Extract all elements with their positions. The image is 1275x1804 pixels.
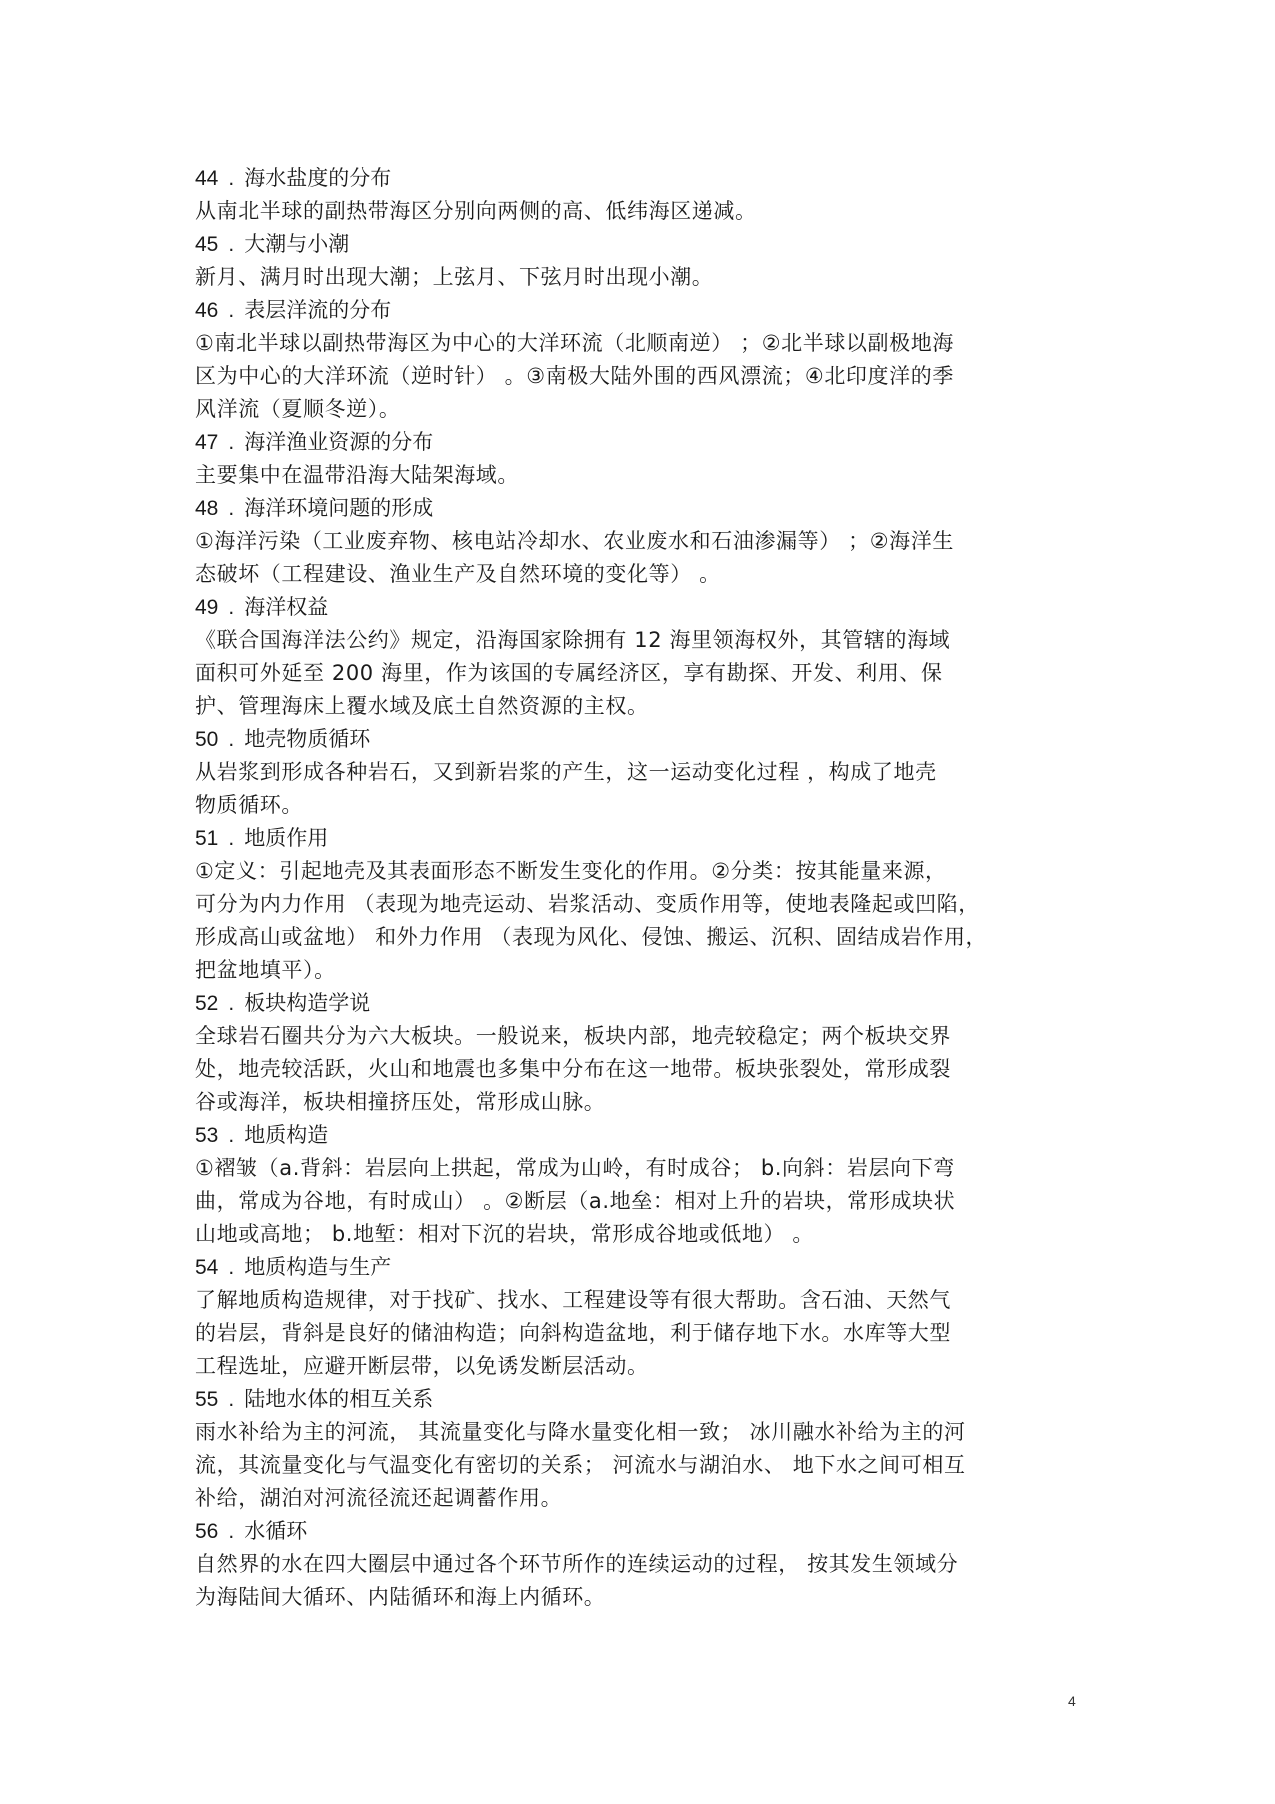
section-heading — [195, 987, 1095, 1020]
section-title: 大潮与小潮 — [244, 233, 350, 256]
body-line: 主要集中在温带沿海大陆架海域。 — [195, 463, 519, 487]
body-line: 《联合国海洋法公约》规定，沿海国家除拥有 12 海里领海权外，其管辖的海域 — [195, 628, 951, 652]
heading-separator: . — [228, 728, 235, 751]
heading-separator: . — [228, 1256, 235, 1279]
body-line: 风洋流（夏顺冬逆）。 — [195, 397, 401, 421]
body-line: 曲，常成为谷地，有时成山） 。②断层（a.地垒：相对上升的岩块，常形成块状 — [195, 1189, 956, 1213]
section-number: 52 — [195, 992, 219, 1015]
heading-separator: . — [228, 299, 235, 322]
body-line: 态破坏（工程建设、渔业生产及自然环境的变化等） 。 — [195, 562, 721, 586]
section-title: 海洋渔业资源的分布 — [244, 431, 434, 454]
body-line: ①褶皱（a.背斜：岩层向上拱起，常成为山岭，有时成谷； b.向斜：岩层向下弯 — [195, 1156, 955, 1180]
section-46 — [195, 294, 1095, 426]
page-number: 4 — [1068, 1693, 1076, 1709]
section-52 — [195, 987, 1095, 1119]
body-line: 全球岩石圈共分为六大板块。一般说来，板块内部，地壳较稳定；两个板块交界 — [195, 1024, 951, 1048]
heading-separator: . — [228, 1520, 235, 1543]
heading-separator: . — [228, 497, 235, 520]
body-line: 可分为内力作用 （表现为地壳运动、岩浆活动、变质作用等，使地表隆起或凹陷， — [195, 892, 980, 916]
section-heading — [195, 492, 1095, 525]
body-line: 护、管理海床上覆水域及底土自然资源的主权。 — [195, 694, 649, 718]
section-49 — [195, 591, 1095, 723]
document-body — [195, 162, 1095, 1614]
section-number: 45 — [195, 233, 219, 256]
section-heading — [195, 426, 1095, 459]
body-line: 从岩浆到形成各种岩石，又到新岩浆的产生，这一运动变化过程 ，构成了地壳 — [195, 760, 937, 784]
heading-separator: . — [228, 1388, 235, 1411]
body-line: 流，其流量变化与气温变化有密切的关系； 河流水与湖泊水、 地下水之间可相互 — [195, 1453, 966, 1477]
body-line: 工程选址，应避开断层带，以免诱发断层活动。 — [195, 1354, 649, 1378]
section-title: 地质构造与生产 — [244, 1256, 392, 1279]
body-line: ①海洋污染（工业废弃物、核电站冷却水、农业废水和石油渗漏等） ；②海洋生 — [195, 529, 954, 553]
body-line: 面积可外延至 200 海里，作为该国的专属经济区，享有勘探、开发、利用、保 — [195, 661, 943, 685]
section-56 — [195, 1515, 1095, 1614]
body-line: 谷或海洋，板块相撞挤压处，常形成山脉。 — [195, 1090, 606, 1114]
body-line: 雨水补给为主的河流， 其流量变化与降水量变化相一致； 冰川融水补给为主的河 — [195, 1420, 966, 1444]
section-title: 陆地水体的相互关系 — [244, 1388, 434, 1411]
section-heading — [195, 162, 1095, 195]
section-number: 48 — [195, 497, 219, 520]
section-heading — [195, 1119, 1095, 1152]
section-53 — [195, 1119, 1095, 1251]
body-line: 从南北半球的副热带海区分别向两侧的高、低纬海区递减。 — [195, 199, 757, 223]
section-number: 47 — [195, 431, 219, 454]
section-heading — [195, 1383, 1095, 1416]
section-50 — [195, 723, 1095, 822]
section-heading — [195, 723, 1095, 756]
section-heading — [195, 294, 1095, 327]
body-line: 了解地质构造规律，对于找矿、找水、工程建设等有很大帮助。含石油、天然气 — [195, 1288, 951, 1312]
heading-separator: . — [228, 1124, 235, 1147]
section-55 — [195, 1383, 1095, 1515]
section-number: 54 — [195, 1256, 219, 1279]
section-title: 地质作用 — [244, 827, 329, 850]
body-line: 形成高山或盆地） 和外力作用 （表现为风化、侵蚀、搬运、沉积、固结成岩作用， — [195, 925, 988, 949]
body-line: ①定义：引起地壳及其表面形态不断发生变化的作用。②分类：按其能量来源， — [195, 859, 947, 883]
section-number: 56 — [195, 1520, 219, 1543]
section-47 — [195, 426, 1095, 492]
section-number: 55 — [195, 1388, 219, 1411]
section-51 — [195, 822, 1095, 987]
section-number: 50 — [195, 728, 219, 751]
section-title: 水循环 — [244, 1520, 308, 1543]
heading-separator: . — [228, 167, 235, 190]
heading-separator: . — [228, 431, 235, 454]
section-number: 53 — [195, 1124, 219, 1147]
section-number: 51 — [195, 827, 219, 850]
body-line: 把盆地填平）。 — [195, 958, 336, 982]
section-54 — [195, 1251, 1095, 1383]
heading-separator: . — [228, 992, 235, 1015]
body-line: 自然界的水在四大圈层中通过各个环节所作的连续运动的过程， 按其发生领域分 — [195, 1552, 959, 1576]
body-line: 物质循环。 — [195, 793, 303, 817]
heading-separator: . — [228, 827, 235, 850]
section-heading — [195, 591, 1095, 624]
section-title: 海水盐度的分布 — [244, 167, 392, 190]
section-title: 板块构造学说 — [244, 992, 371, 1015]
section-number: 44 — [195, 167, 219, 190]
section-title: 地质构造 — [244, 1124, 329, 1147]
body-line: 为海陆间大循环、内陆循环和海上内循环。 — [195, 1585, 606, 1609]
body-line: 的岩层，背斜是良好的储油构造；向斜构造盆地，利于储存地下水。水库等大型 — [195, 1321, 951, 1345]
section-title: 地壳物质循环 — [244, 728, 371, 751]
body-line: ①南北半球以副热带海区为中心的大洋环流（北顺南逆） ；②北半球以副极地海 — [195, 331, 954, 355]
body-line: 处，地壳较活跃，火山和地震也多集中分布在这一地带。板块张裂处，常形成裂 — [195, 1057, 951, 1081]
section-44 — [195, 162, 1095, 228]
section-48 — [195, 492, 1095, 591]
section-number: 49 — [195, 596, 219, 619]
body-line: 新月、满月时出现大潮；上弦月、下弦月时出现小潮。 — [195, 265, 714, 289]
body-line: 补给，湖泊对河流径流还起调蓄作用。 — [195, 1486, 563, 1510]
section-heading — [195, 822, 1095, 855]
section-number: 46 — [195, 299, 219, 322]
section-title: 表层洋流的分布 — [244, 299, 392, 322]
section-45 — [195, 228, 1095, 294]
section-heading — [195, 1515, 1095, 1548]
heading-separator: . — [228, 596, 235, 619]
section-title: 海洋权益 — [244, 596, 329, 619]
section-title: 海洋环境问题的形成 — [244, 497, 434, 520]
section-heading — [195, 228, 1095, 261]
body-line: 山地或高地； b.地堑：相对下沉的岩块，常形成谷地或低地） 。 — [195, 1222, 814, 1246]
heading-separator: . — [228, 233, 235, 256]
body-line: 区为中心的大洋环流（逆时针） 。③南极大陆外围的西风漂流；④北印度洋的季 — [195, 364, 954, 388]
section-heading — [195, 1251, 1095, 1284]
